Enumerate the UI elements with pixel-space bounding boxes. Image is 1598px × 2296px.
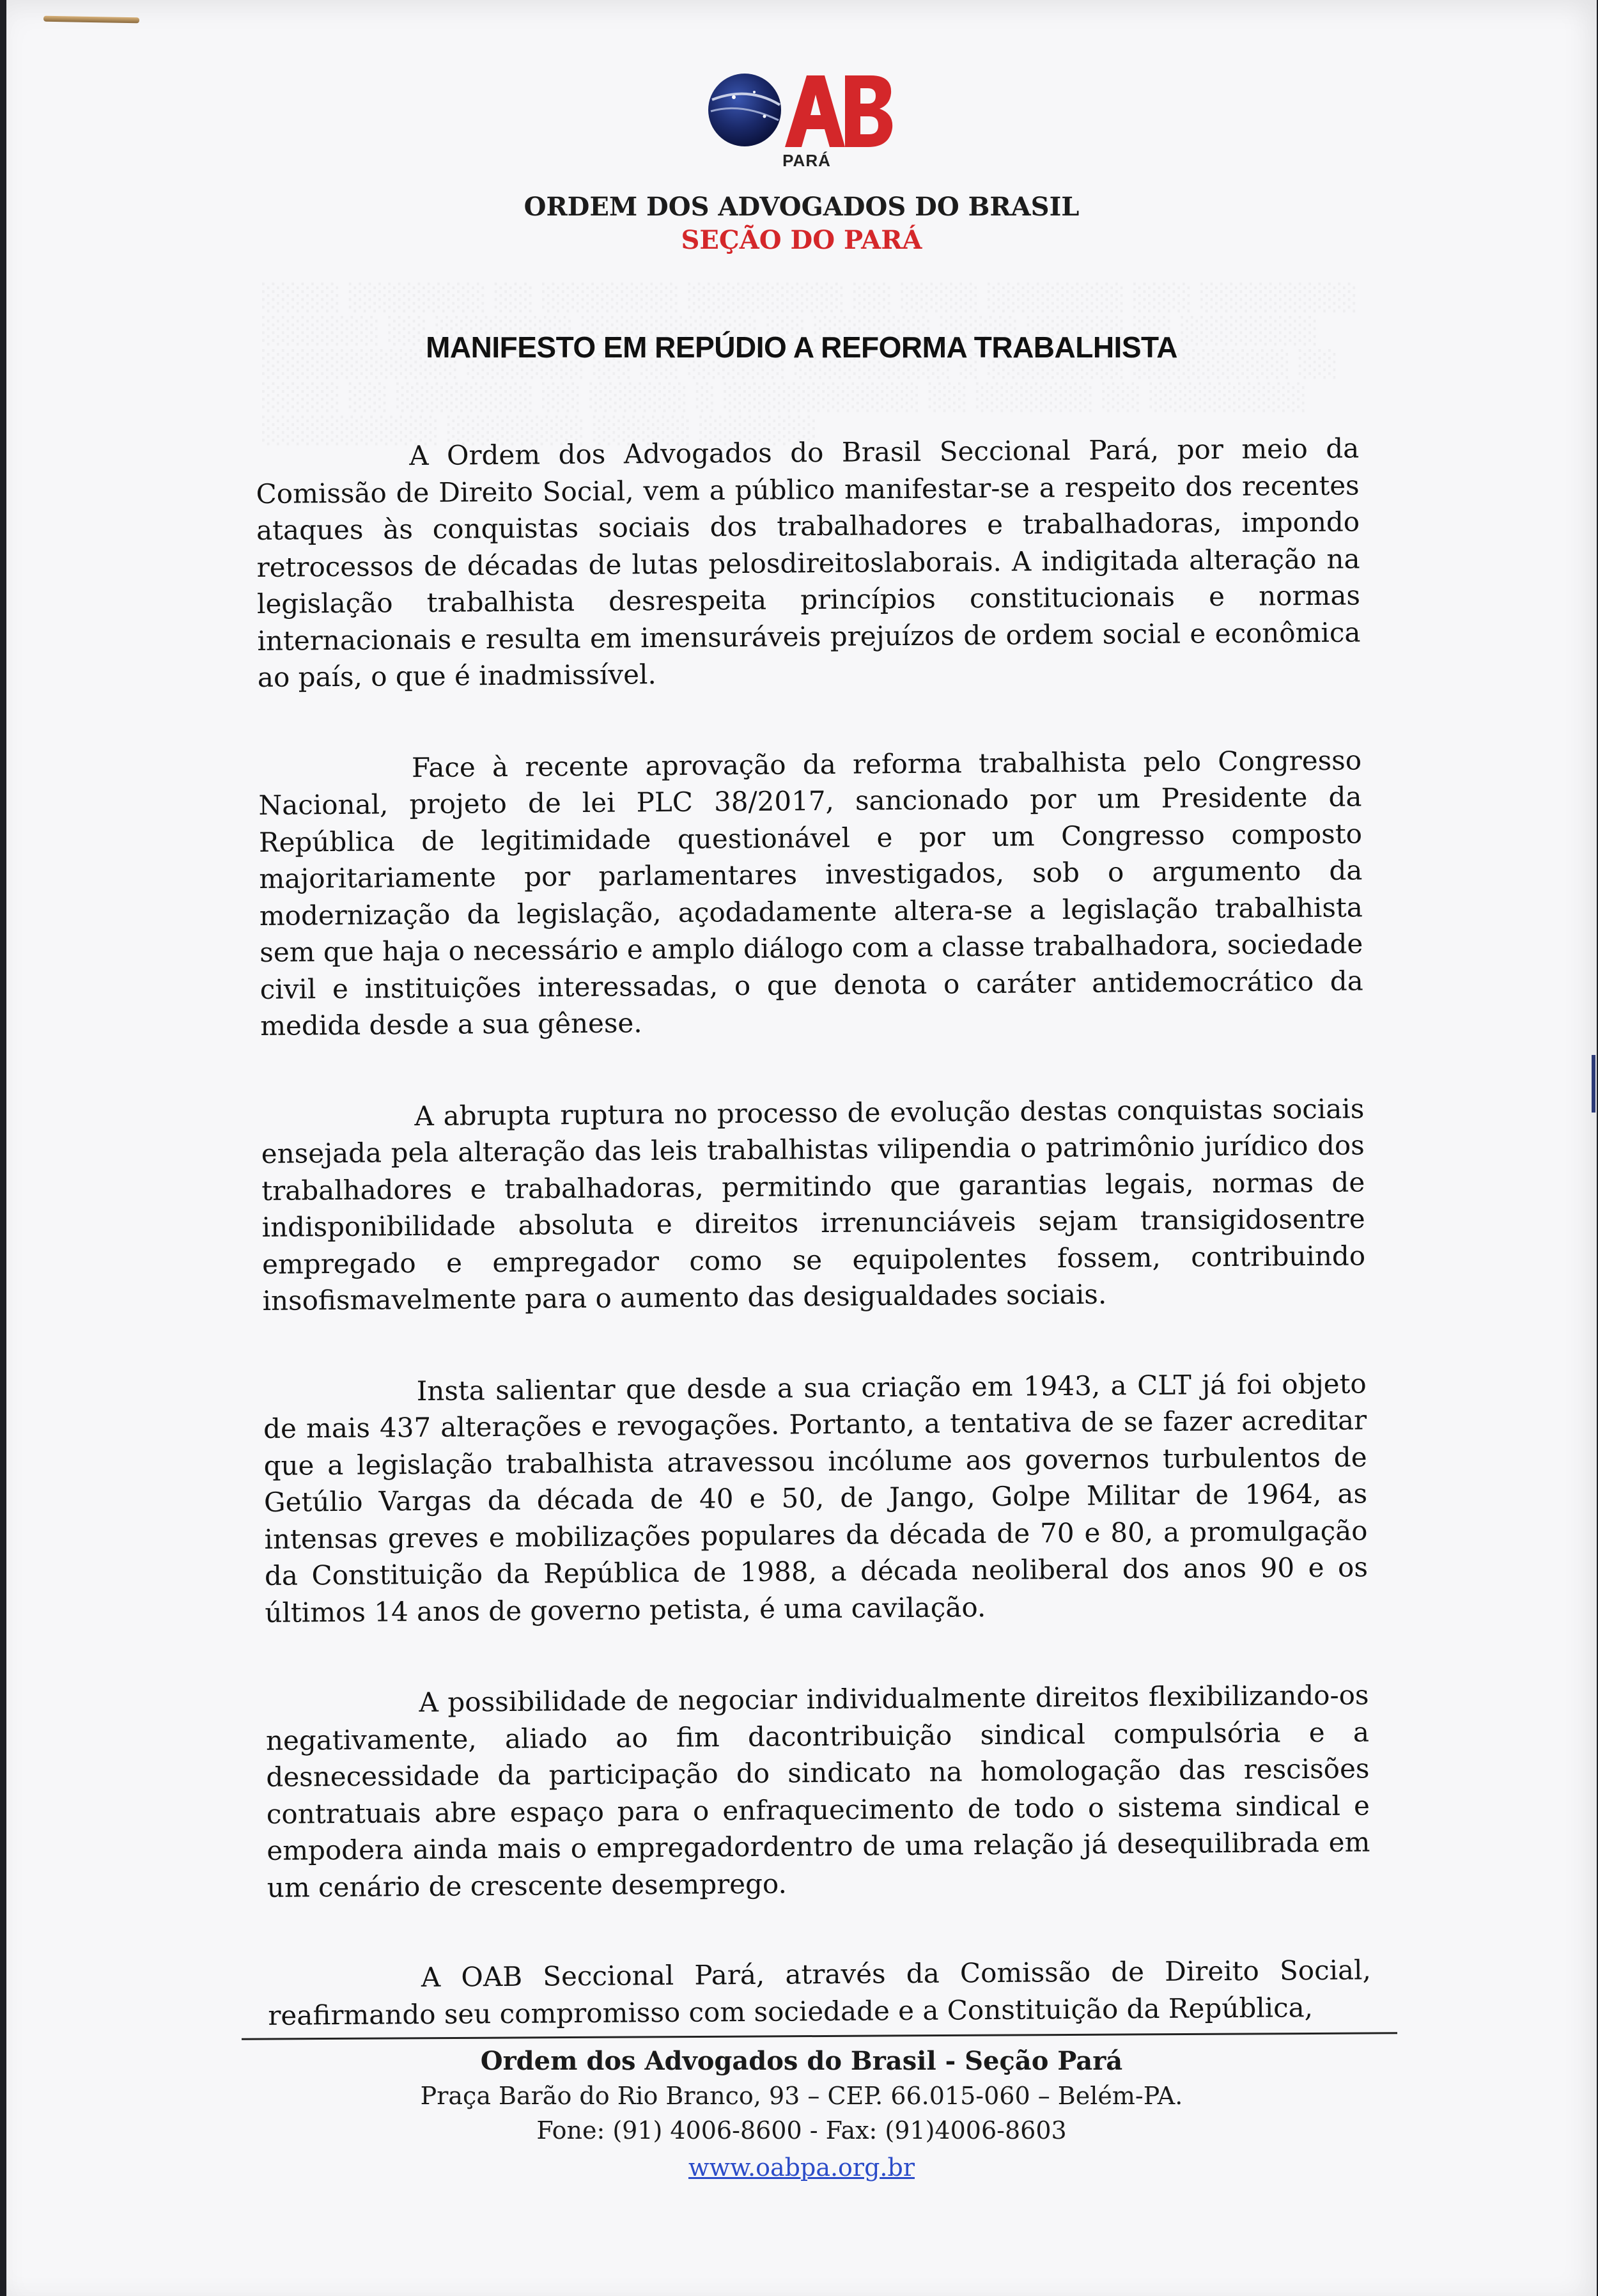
logo-subtitle: PARÁ — [782, 151, 831, 170]
paragraph-4: Insta salientar que desde a sua criação em 1943, a CLT já foi objeto de mais 437 alterações e revogações. Portanto, a tentativa de se fazer acreditar que a legislação trabalhista atravessou incólume aos governos turbulentos de Getúlio Vargas da década de 40 e 50, de Jango, Golpe Militar de 1964, as intensas greves e mobilizações populares da década de 70 e 80, a promulgação da Constituição da República de 1988, a década neoliberal dos anos 90 e os últimos 14 anos de governo petista, é uma cavilação. — [263, 1367, 1369, 1628]
document-title: MANIFESTO EM REPÚDIO A REFORMA TRABALHISTA — [426, 331, 1177, 364]
paragraph-3: A abrupta ruptura no processo de evolução destas conquistas sociais ensejada pela alteração das leis trabalhistas vilipendia o patrimônio jurídico dos trabalhadores e trabalhadoras, permitindo que garantias legais, normas de indisponibilidade absoluta e direitos irrenunciáveis sejam transigidosentre empregado e empregador como se equipolentes fossem, contribuindo insofismavelmente para o aumento das desigualdades sociais. — [261, 1092, 1366, 1316]
footer-website-link[interactable]: www.oabpa.org.br — [688, 2153, 915, 2182]
staple — [43, 16, 139, 24]
organization-section: SEÇÃO DO PARÁ — [681, 225, 922, 255]
footer-divider — [242, 2032, 1397, 2040]
organization-name: ORDEM DOS ADVOGADOS DO BRASIL — [524, 192, 1080, 222]
document-body — [256, 430, 1372, 2033]
paragraph-2: Face à recente aprovação da reforma trabalhista pelo Congresso Nacional, projeto de lei PLC 38/2017, sancionado por um Presidente da República de legitimidade questionável e por um Congresso composto majoritariamente por parlamentares investigados, sob o argumento da modernização da legislação, açodadamente altera-se a legislação trabalhista sem que haja o necessário e amplo diálogo com a classe trabalhadora, sociedade civil e instituições interessadas, o que denota o caráter antidemocrático da medida desde a sua gênese. — [258, 744, 1363, 1042]
paragraph-5: A possibilidade de negociar individualmente direitos flexibilizando-os negativamente, aliado ao fim dacontribuição sindical compulsória e a desnecessidade da participação do sindicato na homologação das rescisões contratuais abre espaço para o enfraquecimento de todo o sistema sindical e empodera ainda mais o empregadordentro de uma relação já desequilibrada em um cenário de crescente desemprego. — [265, 1679, 1370, 1903]
footer-phone: Fone: (91) 4006-8600 - Fax: (91)4006-8603 — [536, 2116, 1067, 2144]
document-page — [6, 0, 1597, 2296]
paragraph-1: A Ordem dos Advogados do Brasil Seccional Pará, por meio da Comissão de Direito Social, vem a público manifestar-se a respeito dos recentes ataques às conquistas sociais dos trabalhadores e trabalhadoras, impondo retrocessos de décadas de lutas pelosdireitoslaborais. A indigitada alteração na legislação trabalhista desrespeita princípios constitucionais e normas internacionais e resulta em imensuráveis prejuízos de ordem social e econômica ao país, o que é inadmissível. — [256, 432, 1361, 693]
footer-title: Ordem dos Advogados do Brasil - Seção Pará — [480, 2046, 1123, 2076]
paragraph-6: A OAB Seccional Pará, através da Comissão de Direito Social, reafirmando seu compromisso com sociedade e a Constituição da República, — [268, 1954, 1372, 2031]
footer-address: Praça Barão do Rio Branco, 93 – CEP. 66.015-060 – Belém-PA. — [420, 2082, 1183, 2110]
page-edge-mark — [1592, 1055, 1595, 1113]
bleed-through-texture — [262, 281, 1413, 448]
